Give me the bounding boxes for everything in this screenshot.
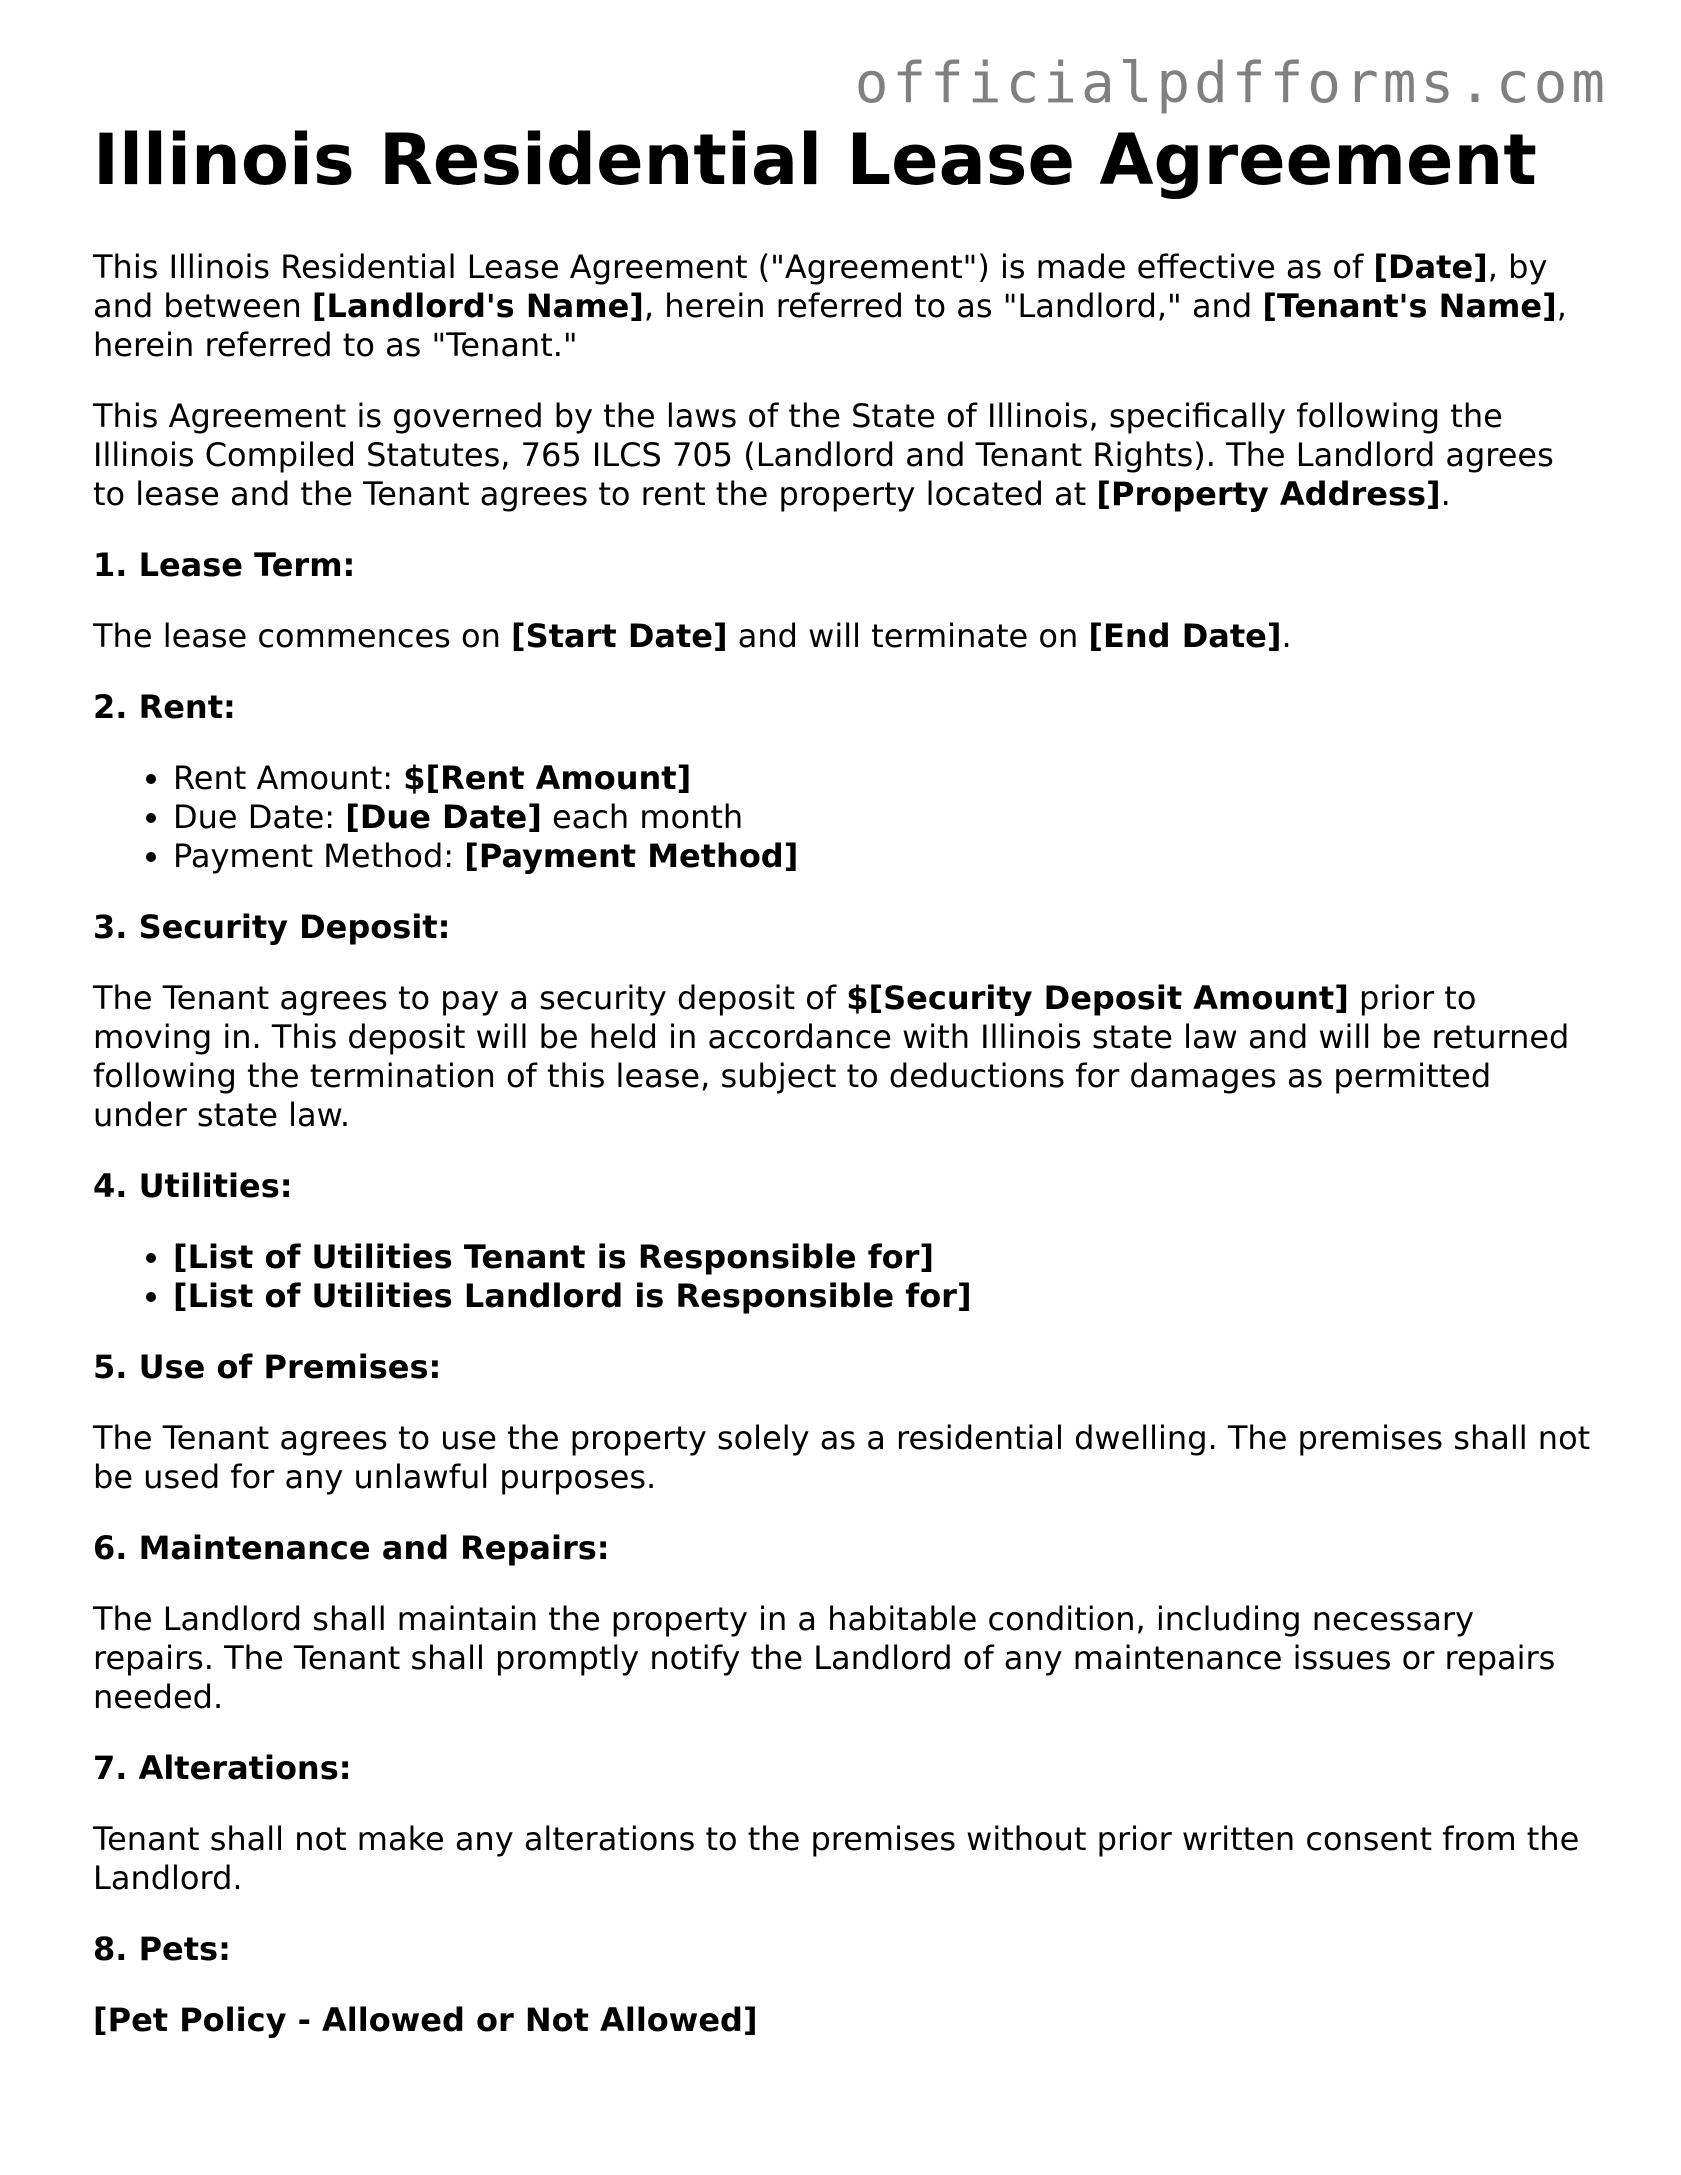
document-page — [93, 118, 1593, 2072]
governing-text-1: This Agreement is governed by the laws of the State of Illinois, specifically following the Illinois Compiled Statutes, 765 ILCS 705 (Landlord and Tenant Rights). The Landlord agrees to lease and the Tenant agrees to rent the property located at — [93, 397, 1554, 513]
section-heading-alterations: 7. Alterations: — [93, 1749, 352, 1787]
section-heading-pets: 8. Pets: — [93, 1930, 231, 1968]
lease-term-text-3: . — [1281, 617, 1292, 655]
section-heading-use-of-premises: 5. Use of Premises: — [93, 1348, 442, 1386]
rent-amount-label: Rent Amount: — [173, 759, 404, 797]
intro-paragraph — [93, 248, 1593, 365]
use-of-premises-paragraph: The Tenant agrees to use the property solely as a residential dwelling. The premises shall not be used for any unlawful purposes. — [93, 1419, 1591, 1496]
due-date-suffix: each month — [541, 798, 744, 836]
intro-text-3: , herein referred to as "Landlord," and — [643, 287, 1263, 325]
section-heading-utilities: 4. Utilities: — [93, 1167, 293, 1205]
governing-law-paragraph — [93, 397, 1593, 514]
governing-text-2: . — [1440, 475, 1451, 513]
list-item-rent-amount — [173, 759, 1593, 798]
intro-text-1: This Illinois Residential Lease Agreement ("Agreement") is made effective as of — [93, 248, 1374, 286]
start-date-field: [Start Date] — [511, 617, 728, 655]
tenant-utilities-field: [List of Utilities Tenant is Responsible for] — [173, 1238, 934, 1276]
lease-term-text-1: The lease commences on — [93, 617, 512, 655]
lease-term-paragraph — [93, 617, 1593, 656]
rent-list — [93, 759, 1593, 876]
payment-method-field: [Payment Method] — [464, 837, 799, 875]
security-deposit-paragraph — [93, 979, 1593, 1135]
intro-text-4: , herein referred to as "Tenant." — [93, 287, 1567, 364]
list-item-payment-method — [173, 837, 1593, 876]
due-date-field: [Due Date] — [345, 798, 542, 836]
list-item-tenant-utilities — [173, 1238, 1593, 1277]
due-date-label: Due Date: — [173, 798, 346, 836]
section-heading-maintenance: 6. Maintenance and Repairs: — [93, 1529, 610, 1567]
security-deposit-field: $[Security Deposit Amount] — [846, 979, 1349, 1017]
deposit-text-2: prior to moving in. This deposit will be held in accordance with Illinois state law and will be returned following the termination of this lease, subject to deductions for damages as permitted under state law. — [93, 979, 1570, 1134]
maintenance-paragraph: The Landlord shall maintain the property in a habitable condition, including necessary repairs. The Tenant shall promptly notify the Landlord of any maintenance issues or repairs needed. — [93, 1600, 1556, 1716]
section-heading-security-deposit: 3. Security Deposit: — [93, 908, 451, 946]
lease-term-text-2: and will terminate on — [727, 617, 1089, 655]
landlord-name-field: [Landlord's Name] — [311, 287, 644, 325]
tenant-name-field: [Tenant's Name] — [1262, 287, 1557, 325]
deposit-text-1: The Tenant agrees to pay a security deposit of — [93, 979, 847, 1017]
rent-amount-field: $[Rent Amount] — [403, 759, 692, 797]
document-title: Illinois Residential Lease Agreement — [93, 119, 1537, 201]
utilities-list — [93, 1238, 1593, 1316]
section-heading-rent: 2. Rent: — [93, 688, 236, 726]
property-address-field: [Property Address] — [1096, 475, 1441, 513]
watermark: officialpdfforms.com — [854, 51, 1609, 116]
end-date-field: [End Date] — [1088, 617, 1282, 655]
alterations-paragraph: Tenant shall not make any alterations to the premises without prior written consent from the Landlord. — [93, 1820, 1580, 1897]
payment-method-label: Payment Method: — [173, 837, 465, 875]
list-item-due-date — [173, 798, 1593, 837]
landlord-utilities-field: [List of Utilities Landlord is Responsible for] — [173, 1277, 972, 1315]
intro-text-2: , by and between — [93, 248, 1548, 325]
section-heading-lease-term: 1. Lease Term: — [93, 546, 356, 584]
pet-policy-field: [Pet Policy - Allowed or Not Allowed] — [93, 2001, 758, 2039]
effective-date-field: [Date] — [1373, 248, 1488, 286]
list-item-landlord-utilities — [173, 1277, 1593, 1316]
pet-policy-paragraph — [93, 2001, 1593, 2040]
